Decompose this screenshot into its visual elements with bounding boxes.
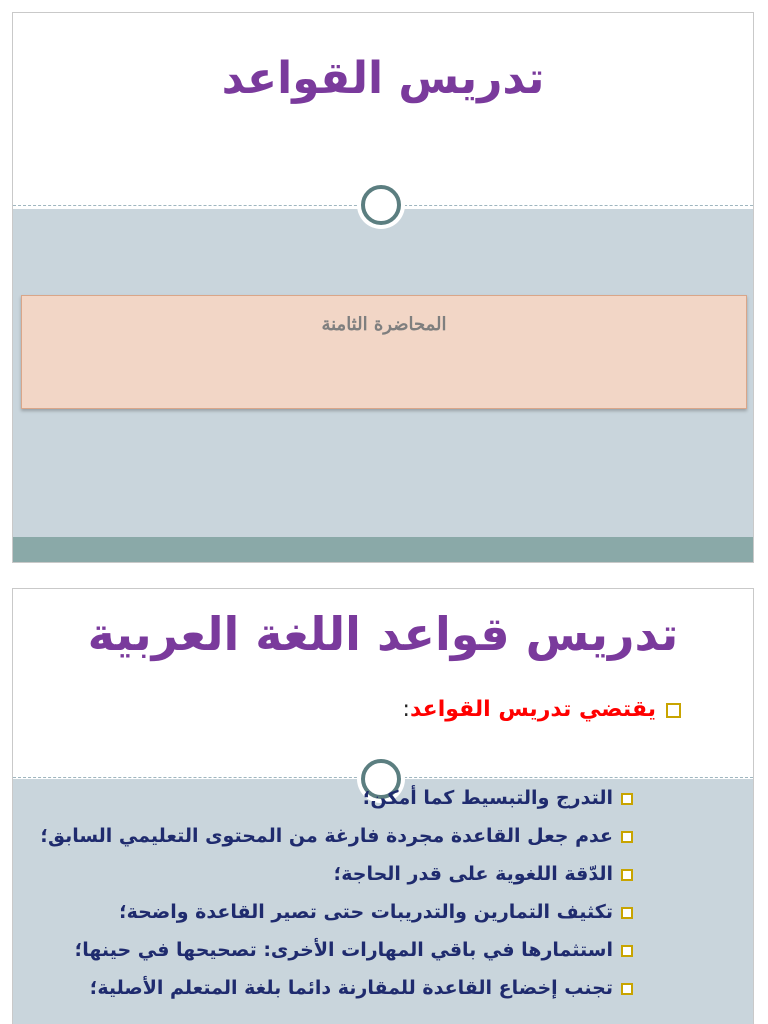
list-item: [40, 901, 633, 939]
slide-2-title: تدريس قواعد اللغة العربية: [87, 607, 679, 661]
slide-1-title: تدريس القواعد: [221, 53, 545, 104]
hollow-square-icon: [621, 983, 633, 995]
slide-1: [12, 12, 754, 563]
list-item: [40, 825, 633, 863]
list-item: [40, 939, 633, 977]
bullet-text: تكثيف التمارين والتدريبات حتى تصير القاعدة واضحة؛: [119, 901, 613, 923]
ring-icon: [361, 185, 401, 225]
bullet-text: استثمارها في باقي المهارات الأخرى: تصحيحها في حينها؛: [74, 939, 613, 961]
hollow-square-icon: [666, 703, 681, 718]
hollow-square-icon: [621, 831, 633, 843]
list-item: [40, 787, 633, 825]
hollow-square-icon: [621, 907, 633, 919]
bullet-text: عدم جعل القاعدة مجردة فارغة من المحتوى التعليمي السابق؛: [40, 825, 613, 847]
hollow-square-icon: [621, 945, 633, 957]
hollow-square-icon: [621, 869, 633, 881]
lead-text: يقتضي تدريس القواعد: [409, 697, 656, 722]
lead-line: [403, 697, 681, 722]
list-item: [40, 977, 633, 1015]
hollow-square-icon: [621, 793, 633, 805]
list-item: [40, 863, 633, 901]
bullet-text: التدرج والتبسيط كما أمكن؛: [362, 787, 613, 809]
bullet-text: الدّقة اللغوية على قدر الحاجة؛: [333, 863, 613, 885]
bullet-text: تجنب إخضاع القاعدة للمقارنة دائما بلغة المتعلم الأصلية؛: [89, 977, 613, 999]
lead-colon: :: [402, 697, 410, 722]
slide-1-footer-bar: [13, 537, 753, 563]
slide-1-subtitle: المحاضرة الثامنة: [321, 314, 447, 335]
subtitle-box: [21, 295, 747, 409]
slide-2: [12, 588, 754, 1024]
bullet-list: [40, 787, 633, 1015]
